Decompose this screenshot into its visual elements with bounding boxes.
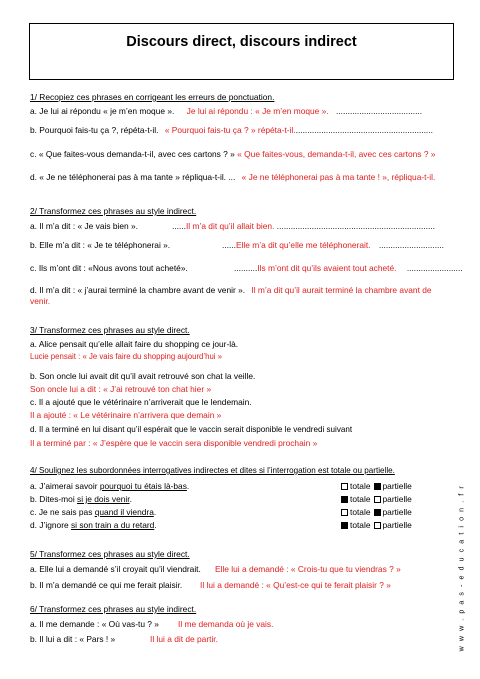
s1-a-dots: ..................................... (335, 106, 423, 116)
s4-c-end: . (153, 507, 157, 517)
s4-c-options (341, 507, 412, 517)
s1-b-question: b. Pourquoi fais-tu ça ?, répéta-t-il. (30, 125, 159, 135)
watermark (455, 484, 469, 652)
s2-item-b (30, 240, 444, 251)
s6-b-answer: Il lui a dit de partir. (150, 634, 218, 644)
title-box (29, 23, 454, 80)
s2-b-question: b. Elle m’a dit : « Je te téléphonerai ». (30, 240, 171, 250)
s4-item-b (30, 494, 132, 505)
s6-item-b (30, 634, 218, 645)
s4-item-a (30, 481, 189, 492)
s2-c-answer: Ils m’ont dit qu’ils avaient tout acheté. (257, 263, 397, 273)
s5-a-question: a. Elle lui a demandé s’il croyait qu’il viendrait. (30, 564, 201, 574)
s5-a-answer: Elle lui a demandé : « Crois-tu que tu viendras ? » (215, 564, 401, 574)
s2-c-pre-dots: .......... (234, 263, 258, 273)
s4-d-end: . (154, 520, 157, 530)
s1-item-c (30, 149, 435, 160)
s2-d-question: d. Il m’a dit : « j’aurai terminé la chambre avant de venir ». (30, 285, 246, 295)
s3-b-answer: Son oncle lui a dit : « J’ai retrouvé ton chat hier » (30, 384, 212, 394)
s3-a-answer: Lucie pensait : « Je vais faire du shopping aujourd’hui » (30, 352, 223, 361)
s1-a-question: a. Je lui ai répondu « je m’en moque ». (30, 106, 175, 116)
s2-a-dots: .................................................................... (276, 221, 435, 231)
s2-item-d (30, 285, 450, 307)
s2-b-pre-dots: ...... (222, 240, 236, 250)
s5-item-b (30, 580, 391, 591)
s3-d-answer: Il a terminé par : « J’espère que le vaccin sera disponible vendredi prochain » (30, 438, 318, 448)
s4-c-text: c. Je ne sais pas (30, 507, 95, 517)
s3-c-answer: Il a ajouté : « Le vétérinaire n’arrivera que demain » (30, 410, 222, 420)
checkbox-empty-icon[interactable] (341, 483, 348, 490)
checkbox-empty-icon[interactable] (374, 522, 381, 529)
s2-item-a (30, 221, 435, 232)
section-3-heading: 3/ Transformez ces phrases au style direct. (30, 325, 190, 335)
s2-b-dots: ............................ (378, 240, 444, 250)
checkbox-empty-icon[interactable] (374, 496, 381, 503)
s2-b-answer: Elle m’a dit qu’elle me téléphonerait. (235, 240, 371, 250)
s1-b-answer: « Pourquoi fais-tu ça ? » répéta-t-il. (164, 125, 296, 135)
s3-d-question: d. Il a terminé en lui disant qu’il espérait que le vaccin serait disponible le vendredi suivant (30, 425, 353, 434)
s1-c-answer: « Que faites-vous, demanda-t-il, avec ces cartons ? » (237, 149, 436, 159)
checkbox-empty-icon[interactable] (341, 509, 348, 516)
s2-c-question: c. Ils m’ont dit : «Nous avons tout acheté». (30, 263, 188, 273)
option-partielle-label: partielle (382, 520, 412, 530)
section-4-heading: 4/ Soulignez les subordonnées interrogatives indirectes et dites si l’interrogation est totale ou partielle. (30, 466, 395, 475)
s4-b-options (341, 494, 412, 504)
s2-a-question: a. Il m’a dit : « Je vais bien ». (30, 221, 138, 231)
s2-c-dots: ........................ (406, 263, 463, 273)
option-totale-label: totale (350, 507, 371, 517)
checkbox-filled-icon[interactable] (374, 483, 381, 490)
checkbox-filled-icon[interactable] (341, 496, 348, 503)
s4-a-options (341, 481, 412, 491)
s1-a-answer: Je lui ai répondu : « Je m’en moque ». (186, 106, 329, 116)
s1-item-d (30, 172, 450, 183)
option-partielle-label: partielle (382, 481, 412, 491)
option-totale-label: totale (350, 481, 371, 491)
s1-item-a (30, 106, 422, 117)
s1-b-dots: ........................................................... (295, 125, 433, 135)
section-6-heading: 6/ Transformez ces phrases au style indirect. (30, 604, 197, 614)
option-partielle-label: partielle (382, 507, 412, 517)
s3-c-question: c. Il a ajouté que le vétérinaire n’arriverait que le lendemain. (30, 397, 252, 407)
s6-a-question: a. Il me demande : « Où vas-tu ? » (30, 619, 159, 629)
s1-d-answer: « Je ne téléphonerai pas à ma tante ! », répliqua-t-il. (241, 172, 436, 182)
s2-item-c (30, 263, 463, 274)
s2-a-pre-dots: ...... (172, 221, 186, 231)
s4-a-end: . (186, 481, 190, 491)
option-totale-label: totale (350, 520, 371, 530)
s1-item-b (30, 125, 433, 136)
option-partielle-label: partielle (382, 494, 412, 504)
s4-d-text: d. J’ignore (30, 520, 71, 530)
s4-d-options (341, 520, 412, 530)
section-2-heading: 2/ Transformez ces phrases au style indirect. (30, 206, 197, 216)
s6-a-answer: Il me demanda où je vais. (178, 619, 274, 629)
checkbox-filled-icon[interactable] (374, 509, 381, 516)
s3-b-question: b. Son oncle lui avait dit qu’il avait retrouvé son chat la veille. (30, 371, 256, 381)
s4-c-subordinate: quand il viendra (94, 507, 154, 517)
s2-a-answer: Il m’a dit qu’il allait bien. (185, 221, 275, 231)
s4-b-subordinate: si je dois venir (77, 494, 130, 504)
s4-a-text: a. J’aimerai savoir (30, 481, 100, 491)
watermark-text: w w w . p a s - e d u c a t i o n . f r (458, 484, 466, 652)
section-5-heading: 5/ Transformez ces phrases au style direct. (30, 549, 190, 559)
s5-b-question: b. Il m’a demandé ce qui me ferait plaisir. (30, 580, 183, 590)
checkbox-filled-icon[interactable] (341, 522, 348, 529)
s4-item-c (30, 507, 156, 518)
s6-b-question: b. Il lui a dit : « Pars ! » (30, 634, 116, 644)
option-totale-label: totale (350, 494, 371, 504)
s1-d-question: d. « Je ne téléphonerai pas à ma tante » répliqua-t-il. ... (30, 172, 236, 182)
s2-d-answer: Il m’a dit qu’il aurait terminé la chambre avant de venir. (30, 285, 432, 306)
s4-b-end: . (129, 494, 132, 504)
s5-b-answer: Il lui a demandé : « Qu’est-ce qui te ferait plaisir ? » (200, 580, 391, 590)
s5-item-a (30, 564, 401, 575)
s4-b-text: b. Dites-moi (30, 494, 78, 504)
s1-c-question: c. « Que faites-vous demanda-t-il, avec ces cartons ? » (30, 149, 235, 159)
section-1-heading: 1/ Recopiez ces phrases en corrigeant les erreurs de ponctuation. (30, 92, 275, 102)
s3-a-question: a. Alice pensait qu’elle allait faire du shopping ce jour-là. (30, 339, 239, 349)
s6-item-a (30, 619, 273, 630)
s4-a-subordinate: pourquoi tu étais là-bas (99, 481, 187, 491)
page-title: Discours direct, discours indirect (126, 34, 357, 50)
s4-item-d (30, 520, 157, 531)
s4-d-subordinate: si son train a du retard (70, 520, 155, 530)
